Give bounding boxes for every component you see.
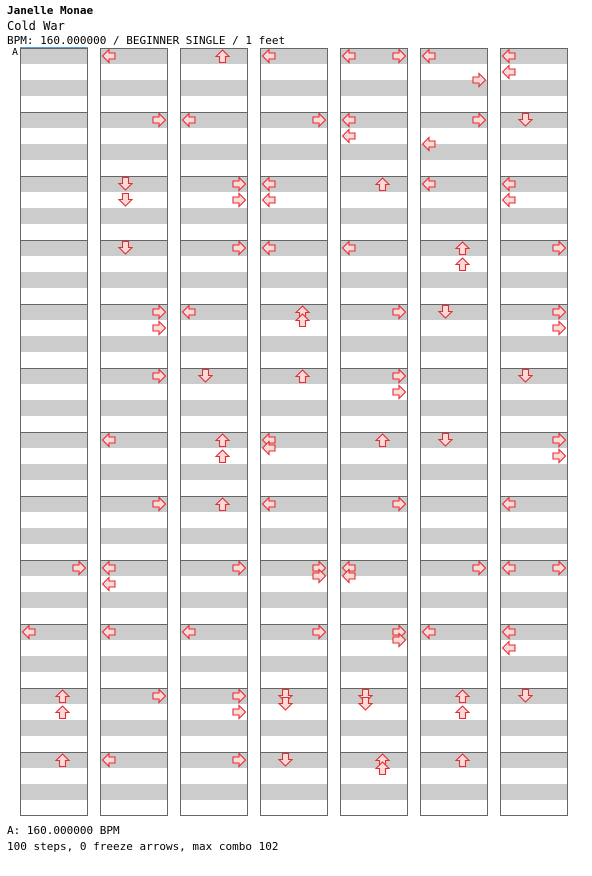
- arrow-up-icon: [56, 706, 69, 719]
- beat-stripe: [420, 592, 488, 608]
- song-title: Cold War: [7, 19, 65, 33]
- beat-stripe: [500, 336, 568, 352]
- beat-stripe: [260, 144, 328, 160]
- chart-info: BPM: 160.000000 / BEGINNER SINGLE / 1 feet: [7, 34, 286, 47]
- arrow-up-icon: [456, 258, 469, 271]
- beat-stripe: [20, 592, 88, 608]
- beat-stripe: [420, 784, 488, 800]
- beat-stripe: [100, 80, 168, 96]
- beat-stripe: [500, 784, 568, 800]
- beat-stripe: [260, 752, 328, 768]
- beat-stripe: [420, 464, 488, 480]
- beat-stripe: [20, 528, 88, 544]
- beat-stripe: [500, 720, 568, 736]
- beat-stripe: [260, 400, 328, 416]
- beat-stripe: [500, 368, 568, 384]
- beat-stripe: [20, 336, 88, 352]
- beat-stripe: [340, 176, 408, 192]
- beat-stripe: [420, 208, 488, 224]
- beat-stripe: [20, 144, 88, 160]
- beat-stripe: [100, 464, 168, 480]
- beat-stripe: [20, 464, 88, 480]
- beat-stripe: [180, 208, 248, 224]
- beat-stripe: [180, 272, 248, 288]
- beat-stripe: [260, 688, 328, 704]
- beat-stripe: [260, 720, 328, 736]
- beat-stripe: [180, 48, 248, 64]
- arrow-left-icon: [503, 642, 516, 655]
- beat-stripe: [260, 272, 328, 288]
- beat-stripe: [100, 272, 168, 288]
- arrow-right-icon: [553, 322, 566, 335]
- beat-stripe: [420, 688, 488, 704]
- beat-stripe: [340, 432, 408, 448]
- beat-stripe: [420, 336, 488, 352]
- beat-stripe: [100, 784, 168, 800]
- beat-stripe: [100, 528, 168, 544]
- beat-stripe: [420, 240, 488, 256]
- beat-stripe: [180, 368, 248, 384]
- beat-stripe: [260, 592, 328, 608]
- beat-stripe: [340, 464, 408, 480]
- beat-stripe: [260, 80, 328, 96]
- beat-stripe: [20, 432, 88, 448]
- beat-stripe: [500, 112, 568, 128]
- arrow-left-icon: [503, 194, 516, 207]
- beat-stripe: [420, 368, 488, 384]
- beat-stripe: [340, 336, 408, 352]
- beat-stripe: [180, 784, 248, 800]
- beat-stripe: [340, 752, 408, 768]
- beat-stripe: [260, 784, 328, 800]
- arrow-left-icon: [103, 578, 116, 591]
- beat-stripe: [260, 304, 328, 320]
- beat-stripe: [500, 144, 568, 160]
- step-summary: 100 steps, 0 freeze arrows, max combo 102: [7, 840, 279, 853]
- beat-stripe: [260, 528, 328, 544]
- beat-stripe: [260, 656, 328, 672]
- beat-stripe: [180, 528, 248, 544]
- beat-stripe: [260, 464, 328, 480]
- beat-stripe: [340, 144, 408, 160]
- beat-stripe: [500, 400, 568, 416]
- beat-stripe: [500, 464, 568, 480]
- beat-stripe: [420, 752, 488, 768]
- beat-stripe: [420, 432, 488, 448]
- beat-stripe: [420, 720, 488, 736]
- beat-stripe: [260, 368, 328, 384]
- arrow-left-icon: [343, 130, 356, 143]
- beat-stripe: [260, 208, 328, 224]
- arrow-up-icon: [216, 450, 229, 463]
- beat-stripe: [180, 144, 248, 160]
- beat-stripe: [100, 656, 168, 672]
- beat-stripe: [20, 784, 88, 800]
- beat-stripe: [100, 336, 168, 352]
- beat-stripe: [180, 496, 248, 512]
- beat-stripe: [180, 656, 248, 672]
- arrow-down-icon: [119, 194, 132, 207]
- beat-stripe: [20, 48, 88, 64]
- beat-stripe: [420, 656, 488, 672]
- beat-stripe: [100, 720, 168, 736]
- beat-stripe: [20, 208, 88, 224]
- beat-stripe: [420, 272, 488, 288]
- song-artist: Janelle Monae: [7, 4, 94, 17]
- arrow-up-icon: [456, 706, 469, 719]
- beat-stripe: [180, 464, 248, 480]
- beat-stripe: [20, 80, 88, 96]
- bpm-legend: A: 160.000000 BPM: [7, 824, 120, 837]
- beat-stripe: [20, 720, 88, 736]
- beat-stripe: [100, 240, 168, 256]
- beat-stripe: [340, 688, 408, 704]
- arrow-right-icon: [153, 322, 166, 335]
- beat-stripe: [180, 400, 248, 416]
- arrow-right-icon: [393, 386, 406, 399]
- beat-stripe: [180, 336, 248, 352]
- arrow-right-icon: [233, 194, 246, 207]
- beat-stripe: [340, 528, 408, 544]
- beat-stripe: [340, 592, 408, 608]
- beat-stripe: [340, 784, 408, 800]
- beat-stripe: [20, 496, 88, 512]
- beat-stripe: [340, 272, 408, 288]
- beat-stripe: [500, 528, 568, 544]
- beat-stripe: [500, 80, 568, 96]
- beat-stripe: [100, 208, 168, 224]
- beat-stripe: [100, 144, 168, 160]
- beat-stripe: [420, 496, 488, 512]
- arrow-right-icon: [553, 450, 566, 463]
- beat-stripe: [20, 240, 88, 256]
- beat-stripe: [20, 400, 88, 416]
- arrow-left-icon: [263, 194, 276, 207]
- beat-stripe: [20, 688, 88, 704]
- beat-stripe: [500, 656, 568, 672]
- beat-stripe: [500, 272, 568, 288]
- beat-stripe: [500, 688, 568, 704]
- beat-stripe: [180, 80, 248, 96]
- arrow-right-icon: [233, 706, 246, 719]
- beat-stripe: [20, 304, 88, 320]
- beat-stripe: [180, 592, 248, 608]
- beat-stripe: [20, 272, 88, 288]
- beat-stripe: [100, 176, 168, 192]
- beat-stripe: [180, 720, 248, 736]
- beat-stripe: [420, 304, 488, 320]
- beat-stripe: [340, 656, 408, 672]
- beat-stripe: [20, 112, 88, 128]
- beat-stripe: [420, 400, 488, 416]
- beat-stripe: [340, 400, 408, 416]
- beat-stripe: [340, 720, 408, 736]
- beat-stripe: [340, 80, 408, 96]
- beat-stripe: [20, 752, 88, 768]
- beat-stripe: [20, 368, 88, 384]
- beat-stripe: [260, 336, 328, 352]
- bpm-change-marker: A: [12, 47, 19, 58]
- beat-stripe: [420, 528, 488, 544]
- beat-stripe: [20, 656, 88, 672]
- beat-stripe: [500, 208, 568, 224]
- beat-stripe: [500, 752, 568, 768]
- beat-stripe: [180, 432, 248, 448]
- beat-stripe: [340, 208, 408, 224]
- beat-stripe: [100, 592, 168, 608]
- beat-stripe: [20, 176, 88, 192]
- beat-stripe: [100, 400, 168, 416]
- beat-stripe: [500, 592, 568, 608]
- arrow-left-icon: [503, 66, 516, 79]
